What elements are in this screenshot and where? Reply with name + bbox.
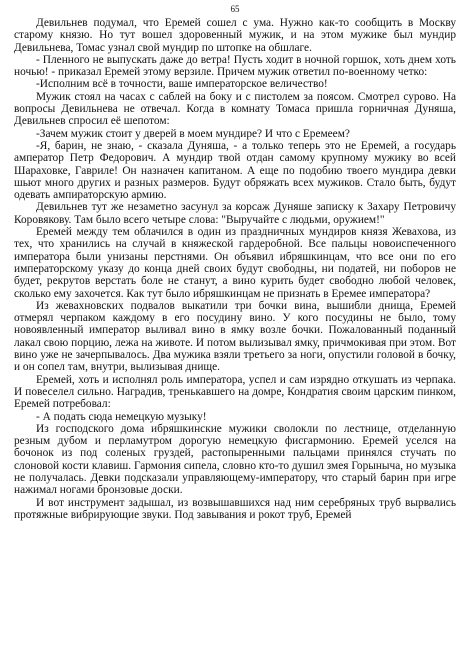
paragraph: Еремей между тем облачился в один из праздничных мундиров князя Жевахова, из тех, что хранились на случай в княжеской гардеробной. Все пальцы новоиспеченного императора были унизаны перстнями. Он объявил ибряшкинцам, что все они по его императорскому указу до конца дней своих будут свободны, ни податей, ни поборов не будет, рекрутов верстать боле не станут, а вино курить будет свободно любой человек, сколько ему захочется. Как тут было ибряшкинцам не признать в Еремее императора? (14, 226, 456, 300)
paragraph: - А подать сюда немецкую музыку! (36, 410, 207, 423)
paragraph: -Зачем мужик стоит у дверей в моем мундире? И что с Еремеем? (36, 127, 350, 140)
paragraph: -Исполним всё в точности, ваше императорское величество! (36, 78, 328, 91)
paragraph: Мужик стоял на часах с саблей на боку и с пистолем за поясом. Смотрел сурово. На вопросы Девильнева не отвечал. Когда в комнату Томаса пришла горничная Дуняша, Девильнев спросил её шепотом: (14, 90, 456, 128)
paragraph: Девильнев тут же незаметно засунул за корсаж Дуняше записку к Захару Петровичу Коровякову. Там было всего четыре слова: "Выручайте с людьми, оружием!" (14, 201, 456, 226)
paragraph: Из господского дома ибряшкинские мужики сволокли по лестнице, отделанную резным дубом и перламутром дорогую немецкую фисгармонию. Еремей уселся на бочонок из под соленых груздей, растопыренными пальцами принялся стучать по слоновой кости клавиш. Гармония сипела, словно кто-то душил змея Горыныча, но музыка не получалась. Девки подсказали управляющему-императору, что старый барин при игре нажимал ногами бронзовые доски. (14, 422, 456, 497)
paragraph: Еремей, хоть и исполнял роль императора, успел и сам изрядно откушать из черпака. И повеселел сильно. Наградив, тренькавшего на домре, Кондратия своим царским пинком, Еремей потребовал: (14, 373, 456, 411)
paragraph: Девильнев подумал, что Еремей сошел с ума. Нужно как-то сообщить в Москву старому князю. Но тут вошел здоровенный мужик, и на этом мужике был мундир Девильнева, Томас узнал свой мундир по штопке на обшлаге. (14, 17, 456, 54)
paragraph: - Пленного не выпускать даже до ветра! Пусть ходит в ночной горшок, хоть днем хоть ночью! - приказал Еремей этому верзиле. Причем мужик ответил по-военному четко: (14, 53, 456, 79)
paragraph: -Я, барин, не знаю, - сказала Дуняша, - а только теперь это не Еремей, а государь амператор Петр Федорович. А мундир твой отдан самому крупному мужику во всей Шараховке, Гавриле! Он назначен капитаном. А еще по подобию твоего мундира девки шьют много других и разных размеров. Будут обряжать всех мужиков. Стало быть, будут одевать ампираторскую армию. (14, 139, 456, 202)
paragraph: Из жевахновских подвалов выкатили три бочки вина, вышибли днища, Еремей отмерял черпаком каждому в его посудину вино. У кого посудины не было, тому новоявленный император выливал вино в ямку возле бочки. Пожалованный поданный лакал свою порцию, лежа на животе. И потом вылизывал ямку, причмокивая при этом. Вот вино уже не зачерпывалось. Два мужика взяли третьего за ноги, опустили головой в бочку, и он сопел там, внутри, вылизывая днище. (14, 299, 456, 374)
body-text (14, 17, 456, 521)
paragraph: И вот инструмент задышал, из возвышавшихся над ним серебряных труб вырвались протяжные вибрирующие звуки. Под завывания и рокот труб, Еремей (14, 496, 456, 521)
page-number: 65 (230, 4, 240, 14)
